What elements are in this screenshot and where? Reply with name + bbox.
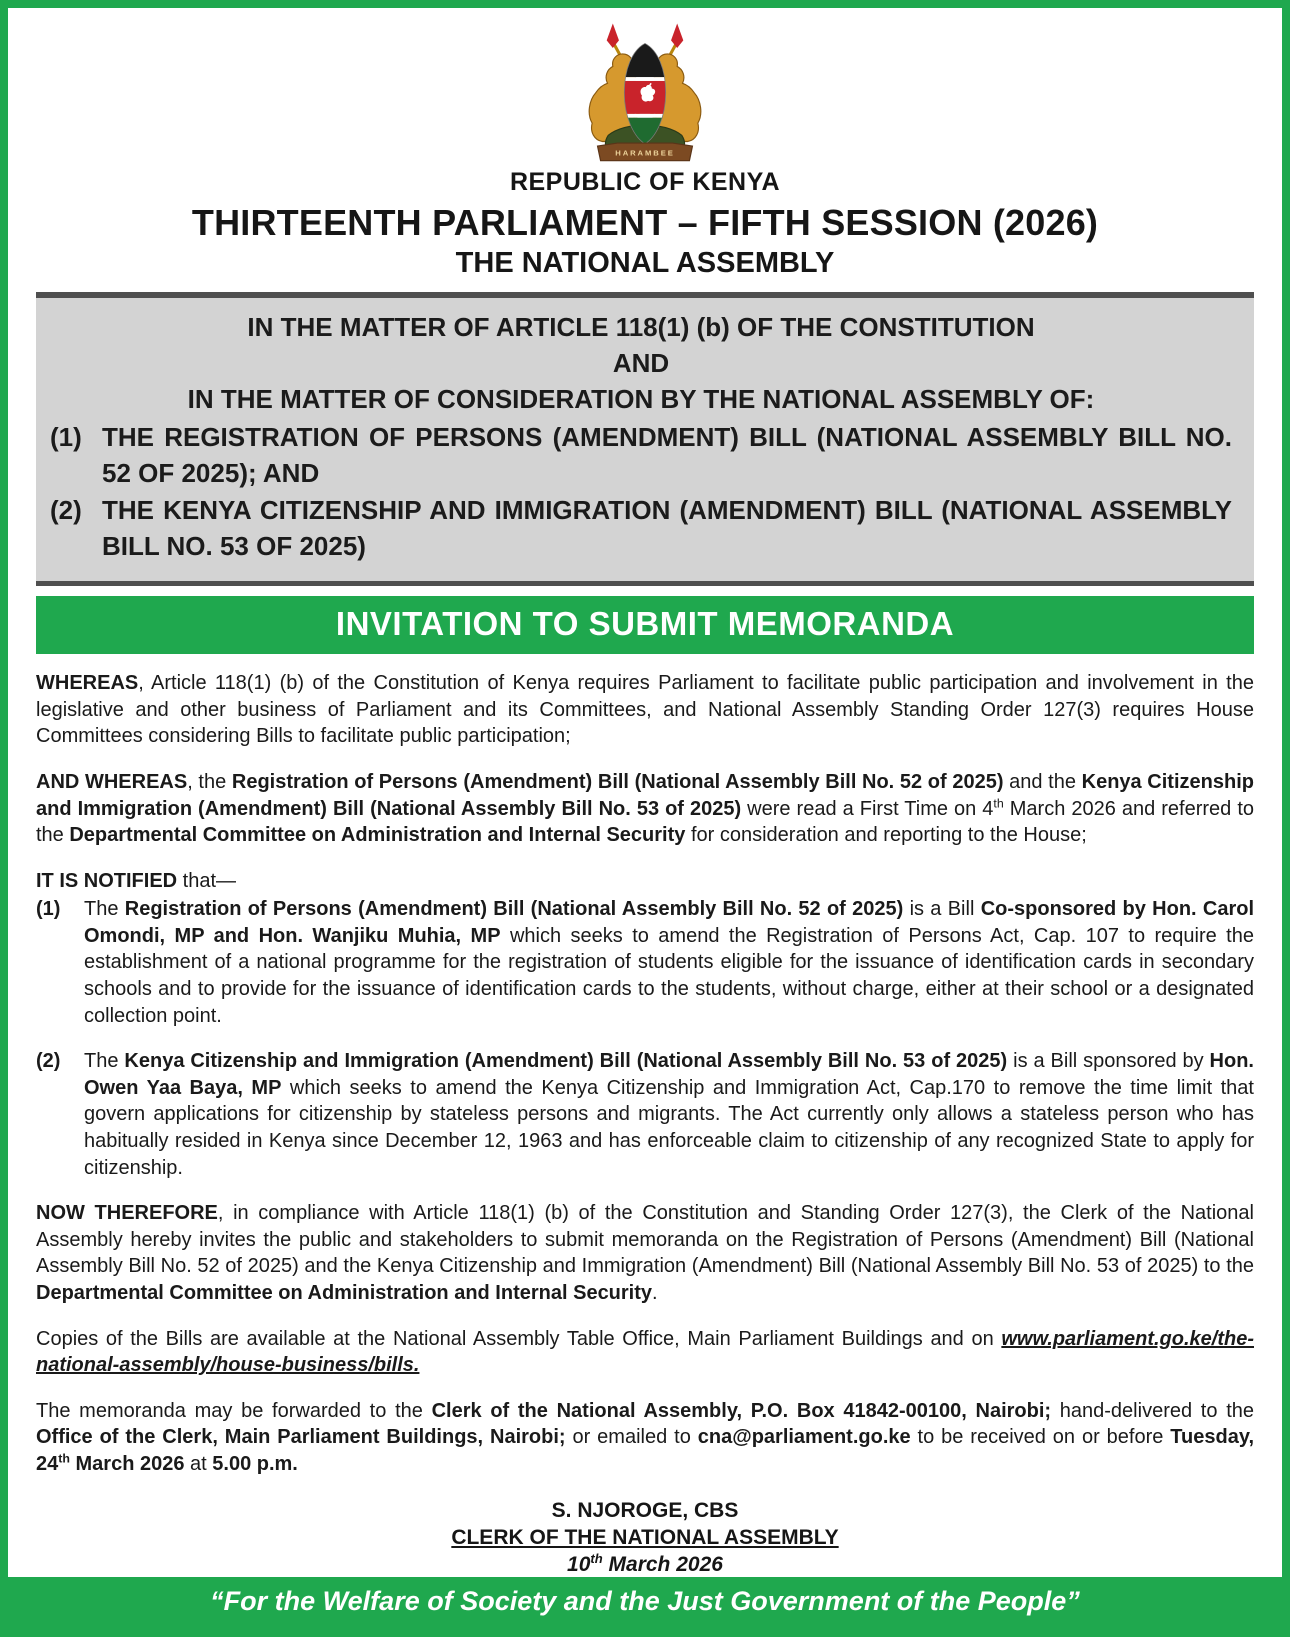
notified-item-1-text: The Registration of Persons (Amendment) Bill (National Assembly Bill No. 52 of 2025) is a Bill Co-sponsored by Hon. Carol Omondi, MP and Hon. Wanjiku Muhia, MP which seeks to amend the Registration of Persons Act, Cap. 107 to require the establishment of a national programme for the registration of students eligible for the issuance of identification cards in secondary schools and to provide for the issuance of identification cards to the students, without charge, either at their school or a designated collection point. xyxy=(84,898,1254,1027)
matter-item-2 xyxy=(50,493,1232,565)
matter-item-1-text: THE REGISTRATION OF PERSONS (AMENDMENT) BILL (NATIONAL ASSEMBLY BILL NO. 52 OF 2025); AND xyxy=(102,421,1232,488)
spear-head-right xyxy=(671,24,683,49)
parliament-session-title: THIRTEENTH PARLIAMENT – FIFTH SESSION (2026) xyxy=(191,202,1099,243)
paragraph-notified-heading: IT IS NOTIFIED that— xyxy=(36,869,237,892)
clerk-title: CLERK OF THE NATIONAL ASSEMBLY xyxy=(451,1525,839,1549)
paragraph-and-whereas: AND WHEREAS, the Registration of Persons (Amendment) Bill (National Assembly Bill No. 52 of 2025) and the Kenya Citizenship and Immigration (Amendment) Bill (National Assembly Bill No. 53 of 2025) were read a First Time on 4th March 2026 and referred to the Departmental Committee on Administration and Internal Security for consideration and reporting to the House; xyxy=(36,770,1254,847)
emblem-ribbon xyxy=(598,143,693,161)
emblem-wrap xyxy=(36,22,1254,166)
notified-item-2 xyxy=(36,1048,1254,1181)
invitation-banner: INVITATION TO SUBMIT MEMORANDA xyxy=(36,596,1254,654)
matter-item-1 xyxy=(50,420,1232,492)
kenya-coat-of-arms-icon xyxy=(557,22,733,166)
masthead xyxy=(36,22,1254,280)
matter-box xyxy=(36,292,1254,586)
notified-item-1-number: (1) xyxy=(36,898,61,921)
signature-block xyxy=(36,1499,1254,1577)
matter-line-3: IN THE MATTER OF CONSIDERATION BY THE NATIONAL ASSEMBLY OF: xyxy=(187,383,1095,414)
clerk-name: S. NJOROGE, CBS xyxy=(551,1498,739,1522)
paragraph-now-therefore: NOW THEREFORE, in compliance with Article 118(1) (b) of the Constitution and Standing Order 127(3), the Clerk of the National Assembly hereby invites the public and stakeholders to submit memoranda on the Registration of Persons (Amendment) Bill (National Assembly Bill No. 52 of 2025) and the Kenya Citizenship and Immigration (Amendment) Bill (National Assembly Bill No. 53 of 2025) to the Departmental Committee on Administration and Internal Security. xyxy=(36,1202,1254,1304)
notice-date: 10th March 2026 xyxy=(567,1550,723,1576)
matter-item-1-number: (1) xyxy=(50,421,82,452)
paragraph-whereas: WHEREAS, Article 118(1) (b) of the Constitution of Kenya requires Parliament to facilitate public participation and involvement in the legislative and other business of Parliament and its Committees, and National Assembly Standing Order 127(3) requires House Committees considering Bills to facilitate public participation; xyxy=(36,672,1254,748)
paragraph-forwarding: The memoranda may be forwarded to the Clerk of the National Assembly, P.O. Box 41842-00100, Nairobi; hand-delivered to the Office of the Clerk, Main Parliament Buildings, Nairobi; or emailed to cna@parliament.go.ke to be received on or before Tuesday, 24th March 2026 at 5.00 p.m. xyxy=(36,1399,1255,1475)
republic-title: REPUBLIC OF KENYA xyxy=(509,168,781,196)
national-assembly-title: THE NATIONAL ASSEMBLY xyxy=(455,247,835,279)
matter-line-1: IN THE MATTER OF ARTICLE 118(1) (b) OF THE CONSTITUTION xyxy=(247,312,1035,342)
matter-line-2: AND xyxy=(612,347,670,378)
notified-item-1 xyxy=(36,896,1254,1029)
matter-item-2-text: THE KENYA CITIZENSHIP AND IMMIGRATION (AMENDMENT) BILL (NATIONAL ASSEMBLY BILL NO. 53 OF 2025) xyxy=(102,495,1232,562)
spear-head-left xyxy=(607,24,619,49)
emblem-motto-text: HARAMBEE xyxy=(615,148,675,158)
notice-body xyxy=(36,670,1254,1496)
notified-item-2-number: (2) xyxy=(36,1050,61,1073)
motto-bar: “For the Welfare of Society and the Just Government of the People” xyxy=(8,1577,1282,1629)
notified-item-2-text: The Kenya Citizenship and Immigration (Amendment) Bill (National Assembly Bill No. 53 of 2025) is a Bill sponsored by Hon. Owen Yaa Baya, MP which seeks to amend the Kenya Citizenship and Immigration Act, Cap.170 to remove the time limit that govern applications for citizenship by stateless persons and migrants. The Act currently only allows a stateless person who has habitually resided in Kenya since December 12, 1963 and has enforceable claim to citizenship of any recognized State to apply for citizenship. xyxy=(84,1050,1254,1179)
paragraph-copies: Copies of the Bills are available at the National Assembly Table Office, Main Parliament Buildings and on www.parliament.go.ke/the-national-assembly/house-business/bills. xyxy=(36,1327,1254,1377)
matter-item-2-number: (2) xyxy=(50,495,82,526)
